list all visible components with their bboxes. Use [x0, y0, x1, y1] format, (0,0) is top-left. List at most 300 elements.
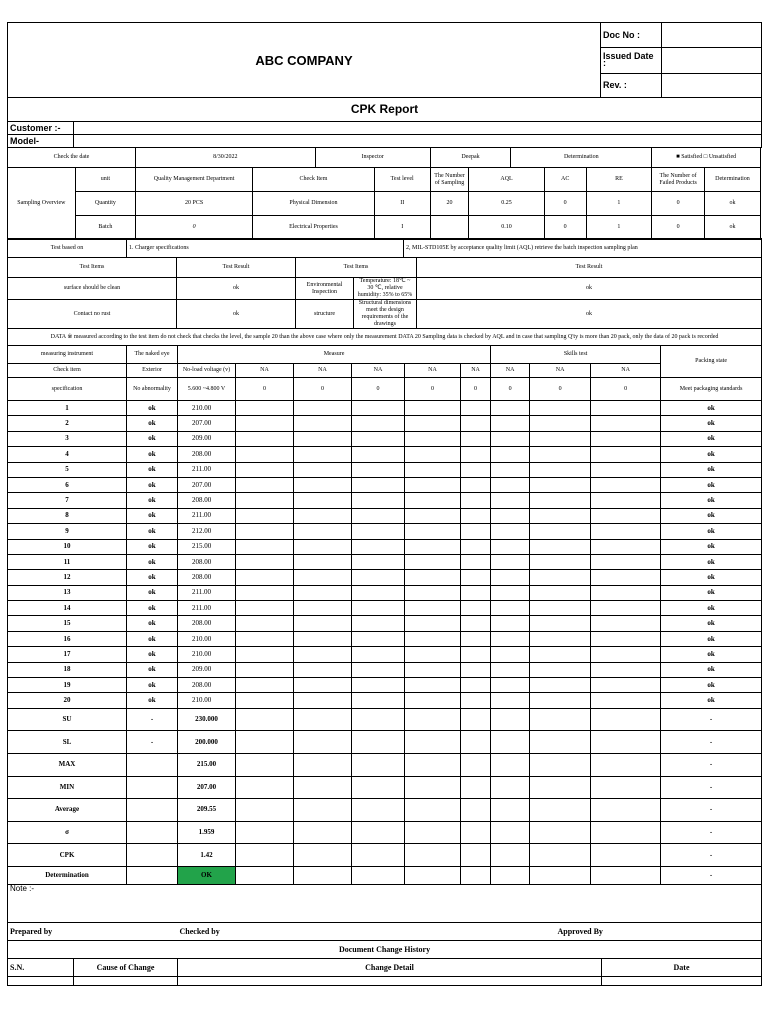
empty-cell: [491, 524, 530, 539]
skills-label: Skills test: [491, 346, 661, 364]
empty-cell: [530, 678, 591, 693]
empty-cell: [491, 693, 530, 708]
empty-cell: [461, 585, 491, 600]
exterior-result: ok: [127, 416, 178, 431]
empty-cell: [236, 554, 294, 569]
packing-result: ok: [661, 616, 762, 631]
empty-cell: [352, 776, 405, 799]
empty-cell: [461, 431, 491, 446]
stat-label: Determination: [8, 866, 127, 884]
empty-cell: [236, 401, 294, 416]
empty-cell: [352, 431, 405, 446]
empty-cell: [530, 601, 591, 616]
empty-cell: [405, 754, 461, 777]
detail-header: Change Detail: [178, 958, 602, 976]
packing-result: ok: [661, 554, 762, 569]
stat-value: 230.000: [178, 708, 236, 731]
empty-cell: [405, 708, 461, 731]
voltage-value: 211.00: [178, 601, 236, 616]
check-date-value: 8/30/2022: [135, 148, 315, 168]
packing-result: ok: [661, 524, 762, 539]
empty-cell: [236, 662, 294, 677]
empty-cell: [530, 508, 591, 523]
packing-result: ok: [661, 401, 762, 416]
empty-cell: [591, 631, 661, 646]
test-result: ok: [417, 300, 762, 329]
exterior-result: ok: [127, 570, 178, 585]
empty-cell: [294, 693, 352, 708]
exterior-result: ok: [127, 693, 178, 708]
empty-cell: [591, 776, 661, 799]
test-item: surface should be clean: [8, 278, 177, 300]
empty-cell: [530, 416, 591, 431]
empty-cell: [591, 524, 661, 539]
sampling-count: [430, 216, 469, 240]
test-item-detail: Temperature: 18℃ ~ 30 ℃, relative humidity: 35% to 65%: [354, 278, 417, 300]
voltage-value: 211.00: [178, 462, 236, 477]
determination-value: ■ Satisfied □ Unsatisfied: [652, 148, 761, 168]
empty-cell: [405, 821, 461, 844]
empty-cell: [236, 539, 294, 554]
customer-label: Customer :-: [8, 122, 74, 135]
empty-cell: [352, 493, 405, 508]
voltage-value: 210.00: [178, 647, 236, 662]
sample-number: 3: [8, 431, 127, 446]
sample-number: 18: [8, 662, 127, 677]
zero: 0: [591, 378, 661, 401]
exterior-result: ok: [127, 631, 178, 646]
history-cell[interactable]: [74, 976, 178, 985]
sampling-header: RE: [586, 168, 652, 192]
instrument-label: measuring instrument: [8, 346, 127, 364]
na-label: NA: [530, 364, 591, 378]
empty-cell: [405, 493, 461, 508]
test-based-table: [7, 238, 762, 258]
empty-cell: [352, 554, 405, 569]
voltage-value: 215.00: [178, 539, 236, 554]
failed-count: 0: [652, 216, 705, 240]
empty-cell: [352, 693, 405, 708]
title-table: [7, 97, 762, 148]
packing-result: ok: [661, 693, 762, 708]
empty-cell: [352, 601, 405, 616]
row-determination: ok: [704, 192, 760, 216]
empty-cell: [294, 799, 352, 822]
zero: 0: [461, 378, 491, 401]
zero: 0: [530, 378, 591, 401]
empty-cell: [461, 776, 491, 799]
spec-label: specification: [8, 378, 127, 401]
doc-no-label: Doc No :: [601, 23, 662, 48]
empty-cell: [491, 416, 530, 431]
empty-cell: [405, 477, 461, 492]
stat-packing: -: [661, 776, 762, 799]
na-label: NA: [491, 364, 530, 378]
empty-cell: [491, 731, 530, 754]
measurement-grid: [7, 239, 761, 986]
empty-cell: [294, 776, 352, 799]
empty-cell: [352, 631, 405, 646]
empty-cell: [461, 508, 491, 523]
cause-header: Cause of Change: [74, 958, 178, 976]
empty-cell: [352, 662, 405, 677]
stat-label: MAX: [8, 754, 127, 777]
no-load-label: No-load voltage (v): [178, 364, 236, 378]
empty-cell: [294, 539, 352, 554]
sample-number: 1: [8, 401, 127, 416]
ac: 0: [544, 192, 586, 216]
empty-cell: [530, 462, 591, 477]
data-note-table: [7, 328, 762, 346]
exterior-result: ok: [127, 554, 178, 569]
empty-cell: [591, 866, 661, 884]
empty-cell: [294, 731, 352, 754]
re: 1: [586, 216, 652, 240]
empty-cell: [352, 866, 405, 884]
stat-exterior: [127, 866, 178, 884]
signature-table: [7, 922, 762, 941]
empty-cell: [530, 554, 591, 569]
empty-cell: [530, 585, 591, 600]
exterior-result: ok: [127, 662, 178, 677]
history-cell[interactable]: [602, 976, 762, 985]
stat-value: 200.000: [178, 731, 236, 754]
empty-cell: [491, 401, 530, 416]
stat-packing: -: [661, 799, 762, 822]
empty-cell: [352, 731, 405, 754]
sample-number: 5: [8, 462, 127, 477]
test-result: ok: [417, 278, 762, 300]
empty-cell: [491, 508, 530, 523]
empty-cell: [491, 776, 530, 799]
empty-cell: [530, 754, 591, 777]
change-history-title: Document Change History: [8, 940, 762, 958]
sample-number: 10: [8, 539, 127, 554]
empty-cell: [591, 585, 661, 600]
empty-cell: [352, 570, 405, 585]
exterior-result: ok: [127, 616, 178, 631]
empty-cell: [405, 731, 461, 754]
empty-cell: [591, 554, 661, 569]
stat-packing: -: [661, 754, 762, 777]
empty-cell: [461, 524, 491, 539]
history-cell[interactable]: [178, 976, 602, 985]
empty-cell: [236, 678, 294, 693]
exterior-result: ok: [127, 601, 178, 616]
check-item: Physical Dimension: [253, 192, 375, 216]
history-cell[interactable]: [8, 976, 74, 985]
empty-cell: [405, 416, 461, 431]
empty-cell: [530, 539, 591, 554]
empty-cell: [491, 585, 530, 600]
stat-label: MIN: [8, 776, 127, 799]
sampling-count: 20: [430, 192, 469, 216]
empty-cell: [294, 554, 352, 569]
empty-cell: [236, 647, 294, 662]
empty-cell: [405, 554, 461, 569]
packing-result: ok: [661, 585, 762, 600]
stat-label: SL: [8, 731, 127, 754]
empty-cell: [461, 462, 491, 477]
sampling-header: Quality Management Department: [135, 168, 252, 192]
voltage-value: 207.00: [178, 416, 236, 431]
empty-cell: [405, 678, 461, 693]
empty-cell: [236, 731, 294, 754]
sample-number: 12: [8, 570, 127, 585]
sample-number: 2: [8, 416, 127, 431]
ac: 0: [544, 216, 586, 240]
empty-cell: [491, 570, 530, 585]
empty-cell: [591, 754, 661, 777]
sampling-header: Determination: [704, 168, 760, 192]
voltage-value: 209.00: [178, 431, 236, 446]
empty-cell: [236, 866, 294, 884]
sample-number: 6: [8, 477, 127, 492]
empty-cell: [461, 662, 491, 677]
empty-cell: [236, 821, 294, 844]
voltage-spec: 5.600 ~4.800 V: [178, 378, 236, 401]
empty-cell: [591, 662, 661, 677]
empty-cell: [405, 431, 461, 446]
sample-number: 9: [8, 524, 127, 539]
empty-cell: [591, 708, 661, 731]
empty-cell: [236, 631, 294, 646]
exterior-label: Exterior: [127, 364, 178, 378]
empty-cell: [236, 447, 294, 462]
empty-cell: [461, 554, 491, 569]
stat-exterior: [127, 754, 178, 777]
voltage-value: 210.00: [178, 631, 236, 646]
measure-label: Measure: [178, 346, 491, 364]
batch-label: Batch: [75, 216, 135, 240]
test-item: Contact no rust: [8, 300, 177, 329]
na-label: NA: [236, 364, 294, 378]
empty-cell: [491, 447, 530, 462]
stat-packing: -: [661, 708, 762, 731]
empty-cell: [352, 524, 405, 539]
sample-number: 20: [8, 693, 127, 708]
empty-cell: [591, 447, 661, 462]
empty-cell: [591, 431, 661, 446]
empty-cell: [352, 678, 405, 693]
stat-value: 1.42: [178, 844, 236, 867]
packing-result: ok: [661, 570, 762, 585]
packing-result: ok: [661, 662, 762, 677]
empty-cell: [461, 693, 491, 708]
packing-label: Packing state: [661, 346, 762, 378]
empty-cell: [491, 431, 530, 446]
voltage-value: 211.00: [178, 508, 236, 523]
empty-cell: [294, 508, 352, 523]
empty-cell: [405, 844, 461, 867]
empty-cell: [491, 799, 530, 822]
sn-header: S.N.: [8, 958, 74, 976]
empty-cell: [352, 462, 405, 477]
naked-eye: The naked eye: [127, 346, 178, 364]
stat-label: σ: [8, 821, 127, 844]
checked-by: Checked by: [178, 922, 556, 940]
test-result-header: Test Result: [417, 258, 762, 278]
rev-value[interactable]: [662, 73, 762, 97]
empty-cell: [461, 631, 491, 646]
empty-cell: [405, 585, 461, 600]
check-item-label: Check item: [8, 364, 127, 378]
inspector-label: Inspector: [315, 148, 430, 168]
empty-cell: [461, 844, 491, 867]
exterior-result: ok: [127, 447, 178, 462]
empty-cell: [461, 570, 491, 585]
sampling-header: The Number of Sampling: [430, 168, 469, 192]
packing-result: ok: [661, 477, 762, 492]
empty-cell: [461, 477, 491, 492]
empty-cell: [530, 616, 591, 631]
issued-date-value[interactable]: [662, 48, 762, 73]
measurement-table: [7, 345, 762, 885]
empty-cell: [530, 493, 591, 508]
sampling-header: AC: [544, 168, 586, 192]
empty-cell: [294, 708, 352, 731]
sample-number: 7: [8, 493, 127, 508]
empty-cell: [461, 493, 491, 508]
empty-cell: [405, 662, 461, 677]
empty-cell: [491, 477, 530, 492]
empty-cell: [294, 447, 352, 462]
empty-cell: [405, 776, 461, 799]
re: 1: [586, 192, 652, 216]
voltage-value: 211.00: [178, 585, 236, 600]
empty-cell: [236, 431, 294, 446]
note-table: [7, 884, 762, 923]
empty-cell: [461, 416, 491, 431]
empty-cell: [491, 708, 530, 731]
empty-cell: [591, 731, 661, 754]
empty-cell: [530, 731, 591, 754]
empty-cell: [461, 401, 491, 416]
spec-2: 2, MIL-STD105E by acceptance quality limit (AQL) retrieve the batch inspection sampling plan: [404, 239, 762, 258]
empty-cell: [352, 821, 405, 844]
packing-result: ok: [661, 447, 762, 462]
test-based-label: Test based on: [8, 239, 127, 258]
exterior-result: ok: [127, 431, 178, 446]
empty-cell: [352, 508, 405, 523]
empty-cell: [530, 631, 591, 646]
cpk-report-sheet: [7, 22, 761, 240]
empty-cell: [461, 821, 491, 844]
rev-label: Rev. :: [601, 73, 662, 97]
empty-cell: [352, 585, 405, 600]
packing-result: ok: [661, 678, 762, 693]
empty-cell: [530, 821, 591, 844]
empty-cell: [405, 401, 461, 416]
empty-cell: [461, 866, 491, 884]
empty-cell: [530, 693, 591, 708]
exterior-result: ok: [127, 678, 178, 693]
empty-cell: [591, 508, 661, 523]
batch-value: 0: [135, 216, 252, 240]
empty-cell: [352, 539, 405, 554]
report-title: CPK Report: [8, 98, 762, 122]
empty-cell: [491, 821, 530, 844]
empty-cell: [294, 647, 352, 662]
empty-cell: [491, 631, 530, 646]
empty-cell: [530, 447, 591, 462]
stat-packing: -: [661, 821, 762, 844]
doc-no-value[interactable]: [662, 23, 762, 48]
sample-number: 19: [8, 678, 127, 693]
row-determination: ok: [704, 216, 760, 240]
empty-cell: [591, 539, 661, 554]
model-value[interactable]: [74, 135, 762, 148]
exterior-result: ok: [127, 647, 178, 662]
empty-cell: [236, 799, 294, 822]
empty-cell: [405, 693, 461, 708]
stat-exterior: [127, 776, 178, 799]
zero: 0: [294, 378, 352, 401]
na-label: NA: [461, 364, 491, 378]
empty-cell: [352, 447, 405, 462]
empty-cell: [491, 647, 530, 662]
empty-cell: [294, 754, 352, 777]
na-label: NA: [591, 364, 661, 378]
empty-cell: [461, 447, 491, 462]
empty-cell: [405, 647, 461, 662]
empty-cell: [352, 416, 405, 431]
exterior-result: ok: [127, 462, 178, 477]
empty-cell: [530, 866, 591, 884]
exterior-spec: No abnormality: [127, 378, 178, 401]
empty-cell: [352, 647, 405, 662]
test-result: ok: [177, 300, 296, 329]
empty-cell: [236, 570, 294, 585]
note-label: Note :-: [8, 884, 762, 922]
date-header: Date: [602, 958, 762, 976]
quantity-label: Quantity: [75, 192, 135, 216]
exterior-result: ok: [127, 539, 178, 554]
empty-cell: [294, 493, 352, 508]
sample-number: 15: [8, 616, 127, 631]
empty-cell: [294, 477, 352, 492]
stat-value: 209.55: [178, 799, 236, 822]
stat-exterior: -: [127, 708, 178, 731]
customer-value[interactable]: [74, 122, 762, 135]
empty-cell: [591, 693, 661, 708]
zero: 0: [491, 378, 530, 401]
empty-cell: [491, 539, 530, 554]
zero: 0: [405, 378, 461, 401]
empty-cell: [491, 678, 530, 693]
empty-cell: [405, 570, 461, 585]
quantity-value: 20 PCS: [135, 192, 252, 216]
na-label: NA: [352, 364, 405, 378]
voltage-value: 208.00: [178, 678, 236, 693]
empty-cell: [294, 431, 352, 446]
stat-packing: -: [661, 844, 762, 867]
voltage-value: 208.00: [178, 570, 236, 585]
test-item: Environmental Inspection: [296, 278, 354, 300]
empty-cell: [236, 708, 294, 731]
empty-cell: [591, 678, 661, 693]
voltage-value: 209.00: [178, 662, 236, 677]
empty-cell: [236, 416, 294, 431]
empty-cell: [491, 554, 530, 569]
empty-cell: [405, 616, 461, 631]
voltage-value: 207.00: [178, 477, 236, 492]
empty-cell: [236, 524, 294, 539]
empty-cell: [294, 678, 352, 693]
empty-cell: [530, 662, 591, 677]
sample-number: 17: [8, 647, 127, 662]
zero: 0: [236, 378, 294, 401]
